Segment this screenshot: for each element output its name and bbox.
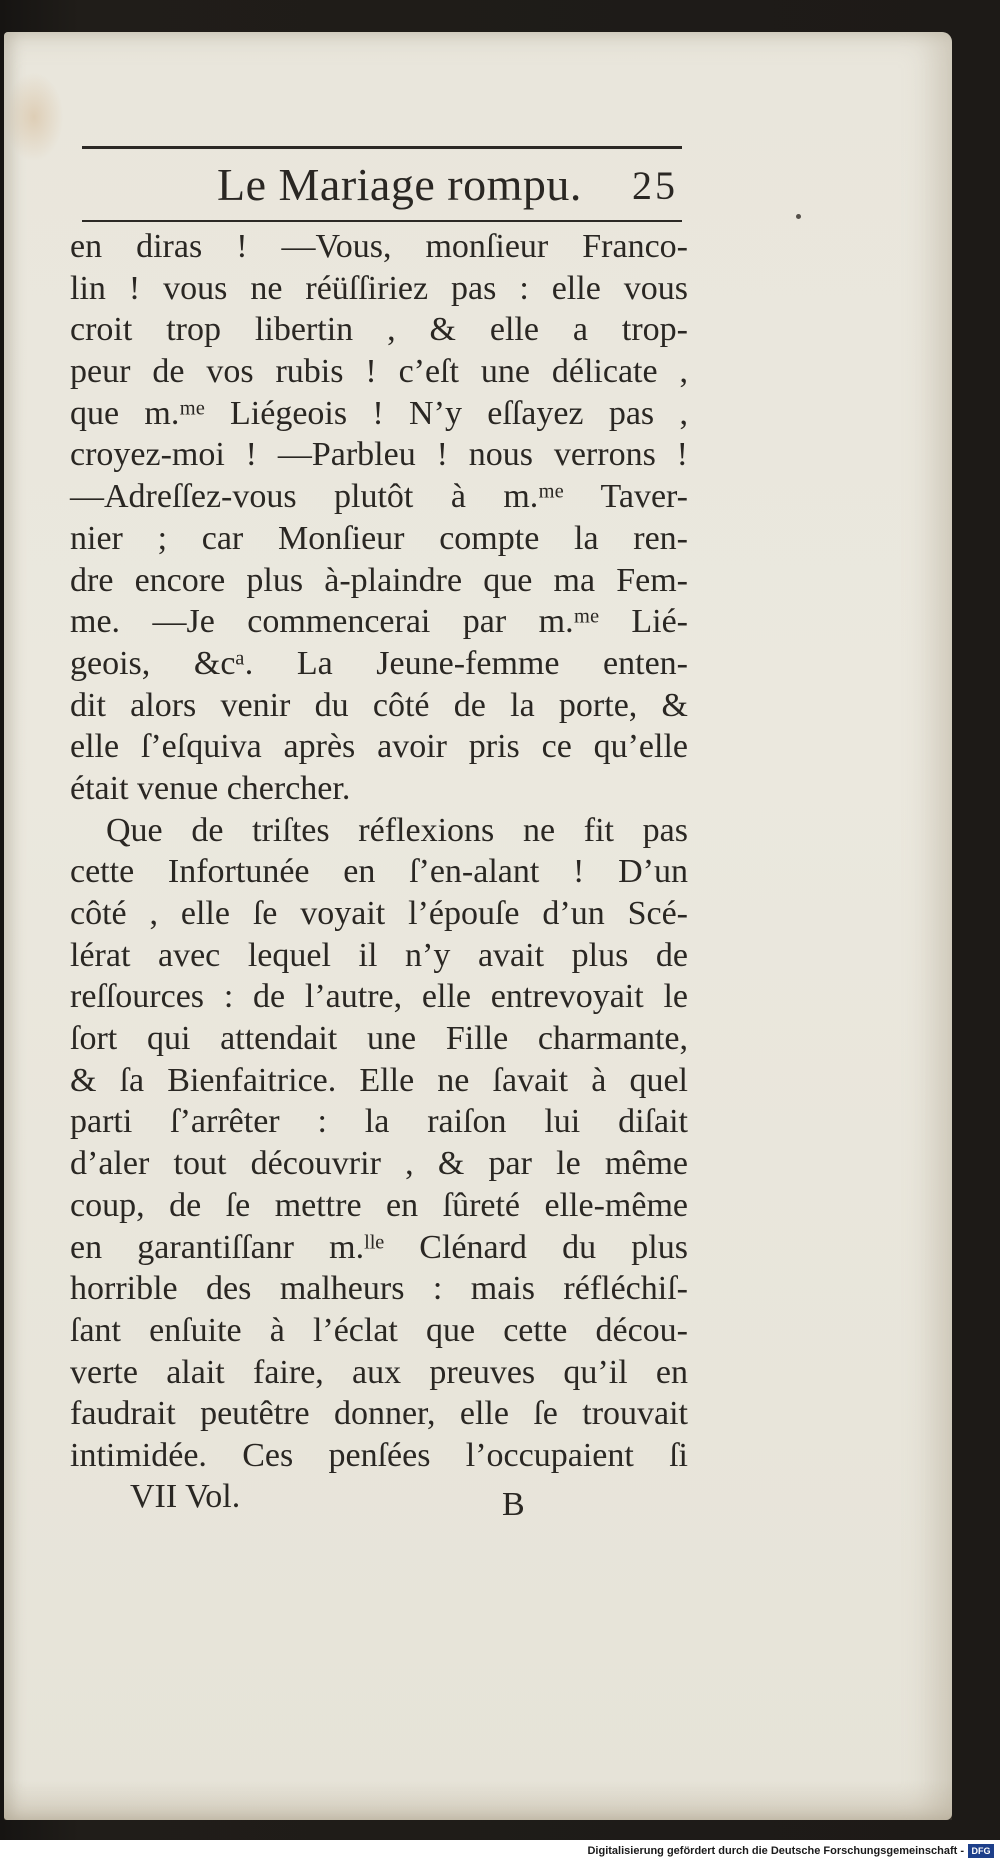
volume-label: VII Vol.: [130, 1478, 241, 1515]
text-line: d’aler tout découvrir , & par le même: [70, 1145, 688, 1183]
text-line: me. —Je commencerai par m.ᵐᵉ Lié-: [70, 603, 688, 641]
text-line: peur de vos rubis ! c’eſt une délicate ,: [70, 353, 688, 391]
header-bottom-rule: [82, 220, 682, 222]
text-line: lin ! vous ne réüſſiriez pas : elle vous: [70, 269, 688, 307]
body-text: [70, 226, 688, 1477]
text-line: coup, de ſe mettre en ſûreté elle-même: [70, 1186, 688, 1224]
text-line: elle ſ’eſquiva après avoir pris ce qu’elle: [70, 728, 688, 766]
text-line: en diras ! —Vous, monſieur Franco-: [70, 228, 688, 265]
text-line: dre encore plus à-plaindre que ma Fem-: [70, 561, 688, 599]
page-number: 25: [632, 163, 678, 208]
text-line: reſſources : de l’autre, elle entrevoyait le: [70, 978, 688, 1016]
signature-mark: B: [502, 1486, 525, 1523]
text-line: dit alors venir du côté de la porte, &: [70, 686, 688, 724]
text-line: nier ; car Monſieur compte la ren-: [70, 519, 688, 557]
text-line: était venue chercher.: [70, 769, 351, 807]
text-line: ſant enſuite à l’éclat que cette décou-: [70, 1311, 688, 1349]
running-title: Le Mariage rompu.: [217, 159, 582, 210]
text-line: geois, &cᵃ. La Jeune-femme enten-: [70, 644, 688, 682]
text-line: côté , elle ſe voyait l’épouſe d’un Scé-: [70, 895, 688, 932]
ink-speck: [796, 214, 801, 219]
text-line: & ſa Bienfaitrice. Elle ne ſavait à quel: [70, 1061, 688, 1099]
text-line: horrible des malheurs : mais réfléchiſ-: [70, 1270, 688, 1308]
text-line: faudrait peutêtre donner, elle ſe trouvait: [70, 1395, 688, 1433]
text-line: croyez-moi ! —Parbleu ! nous verrons !: [70, 436, 688, 474]
text-line: ſort qui attendait une Fille charmante,: [70, 1020, 688, 1058]
credit-bar: [0, 1840, 1000, 1864]
text-line: en garantiſſanr m.ˡˡᵉ Clénard du plus: [70, 1228, 688, 1266]
text-line: cette Infortunée en ſ’en-alant ! D’un: [70, 853, 688, 891]
text-line: —Adreſſez-vous plutôt à m.ᵐᵉ Taver-: [70, 478, 688, 516]
page-header: [82, 156, 682, 216]
text-line: verte alait faire, aux preuves qu’il en: [70, 1353, 688, 1391]
dfg-logo-icon: DFG: [968, 1844, 994, 1858]
text-line: intimidée. Ces penſées l’occupaient ſi: [70, 1436, 688, 1474]
funding-credit: Digitalisierung gefördert durch die Deutsche Forschungsgemeinschaft -: [587, 1845, 964, 1857]
text-line: que m.ᵐᵉ Liégeois ! N’y eſſayez pas ,: [70, 394, 688, 432]
text-line: parti ſ’arrêter : la raiſon lui diſait: [70, 1103, 688, 1141]
header-top-rule: [82, 146, 682, 149]
text-line: croit trop libertin , & elle a trop-: [70, 311, 688, 349]
text-line: lérat avec lequel il n’y avait plus de: [70, 936, 688, 974]
paragraph-start-line: Que de triſtes réflexions ne fit pas: [106, 811, 688, 849]
page-footer: [70, 1478, 688, 1522]
